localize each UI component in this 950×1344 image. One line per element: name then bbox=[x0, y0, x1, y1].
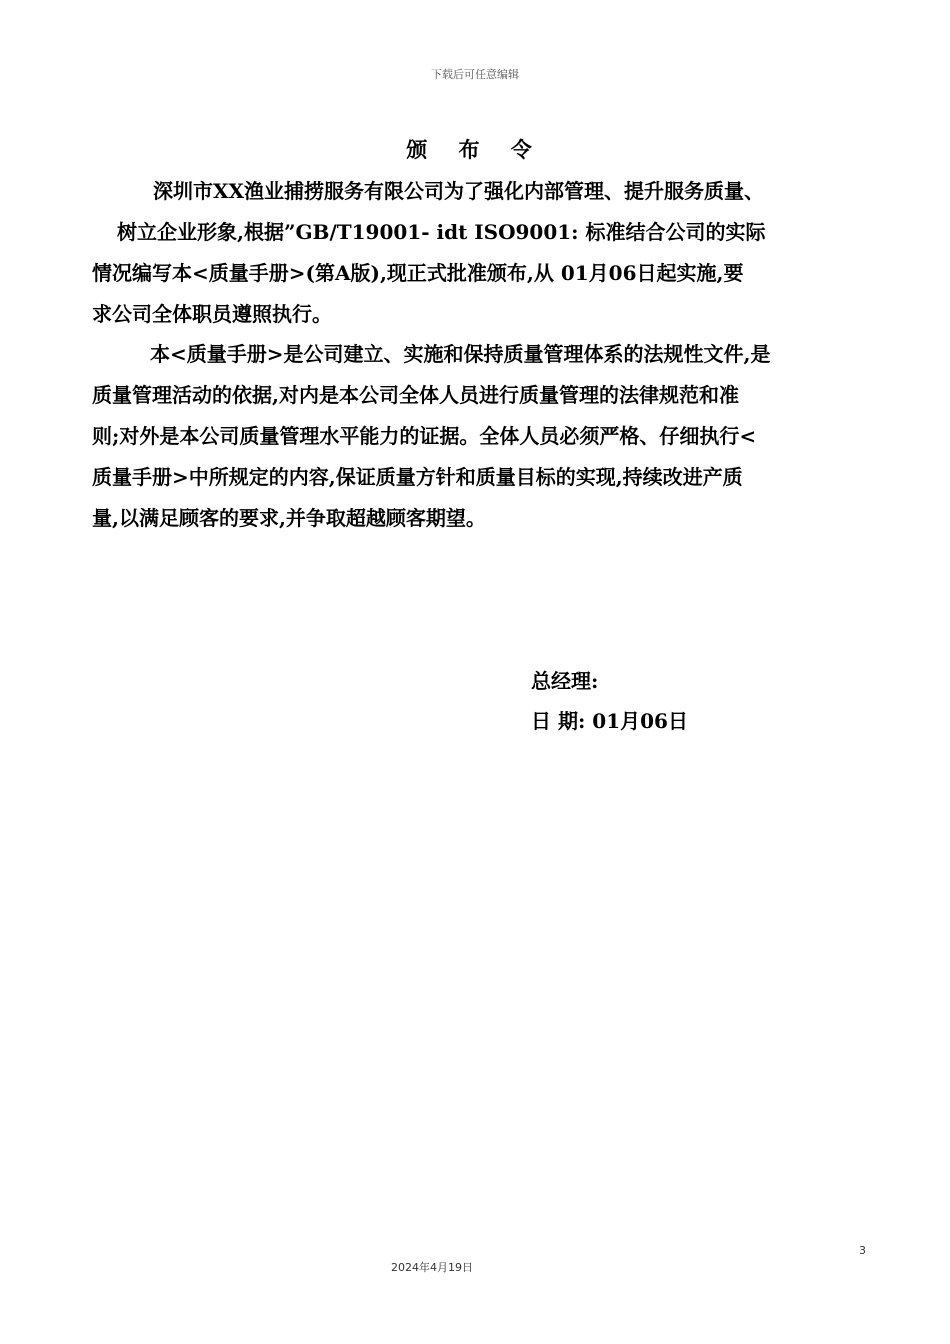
footer-date: 2024年4月19日 bbox=[391, 1261, 473, 1274]
paragraph-2-line-4: 质量手册>中所规定的内容,保证质量方针和质量目标的实现,持续改进产质 bbox=[92, 465, 743, 489]
page-header: 下载后可任意编辑 bbox=[431, 68, 519, 81]
date-label: 日 期: 01月06日 bbox=[531, 709, 688, 733]
paragraph-1-line-3: 情况编写本<质量手册>(第A版),现正式批准颁布,从 01月06日起实施,要 bbox=[92, 261, 744, 285]
paragraph-2-line-3: 则;对外是本公司质量管理水平能力的证据。全体人员必须严格、仔细执行< bbox=[92, 424, 757, 448]
paragraph-2-line-2: 质量管理活动的依据,对内是本公司全体人员进行质量管理的法律规范和准 bbox=[92, 383, 739, 407]
paragraph-1 bbox=[0, 171, 766, 335]
paragraph-1-line-4: 求公司全体职员遵照执行。 bbox=[92, 302, 332, 326]
paragraph-1-line-2: 树立企业形象,根据”GB/T19001- idt ISO9001: 标准结合公司的实际 bbox=[117, 220, 766, 244]
general-manager-label: 总经理: bbox=[531, 669, 599, 693]
paragraph-2-line-1: 本<质量手册>是公司建立、实施和保持质量管理体系的法规性文件,是 bbox=[150, 342, 771, 366]
paragraph-2 bbox=[0, 334, 770, 539]
paragraph-1-line-1: 深圳市XX渔业捕捞服务有限公司为了强化内部管理、提升服务质量、 bbox=[153, 179, 765, 203]
page-number: 3 bbox=[859, 1244, 866, 1257]
paragraph-2-line-5: 量,以满足顾客的要求,并争取超越顾客期望。 bbox=[92, 506, 486, 530]
document-title: 颁 布 令 bbox=[406, 137, 544, 162]
